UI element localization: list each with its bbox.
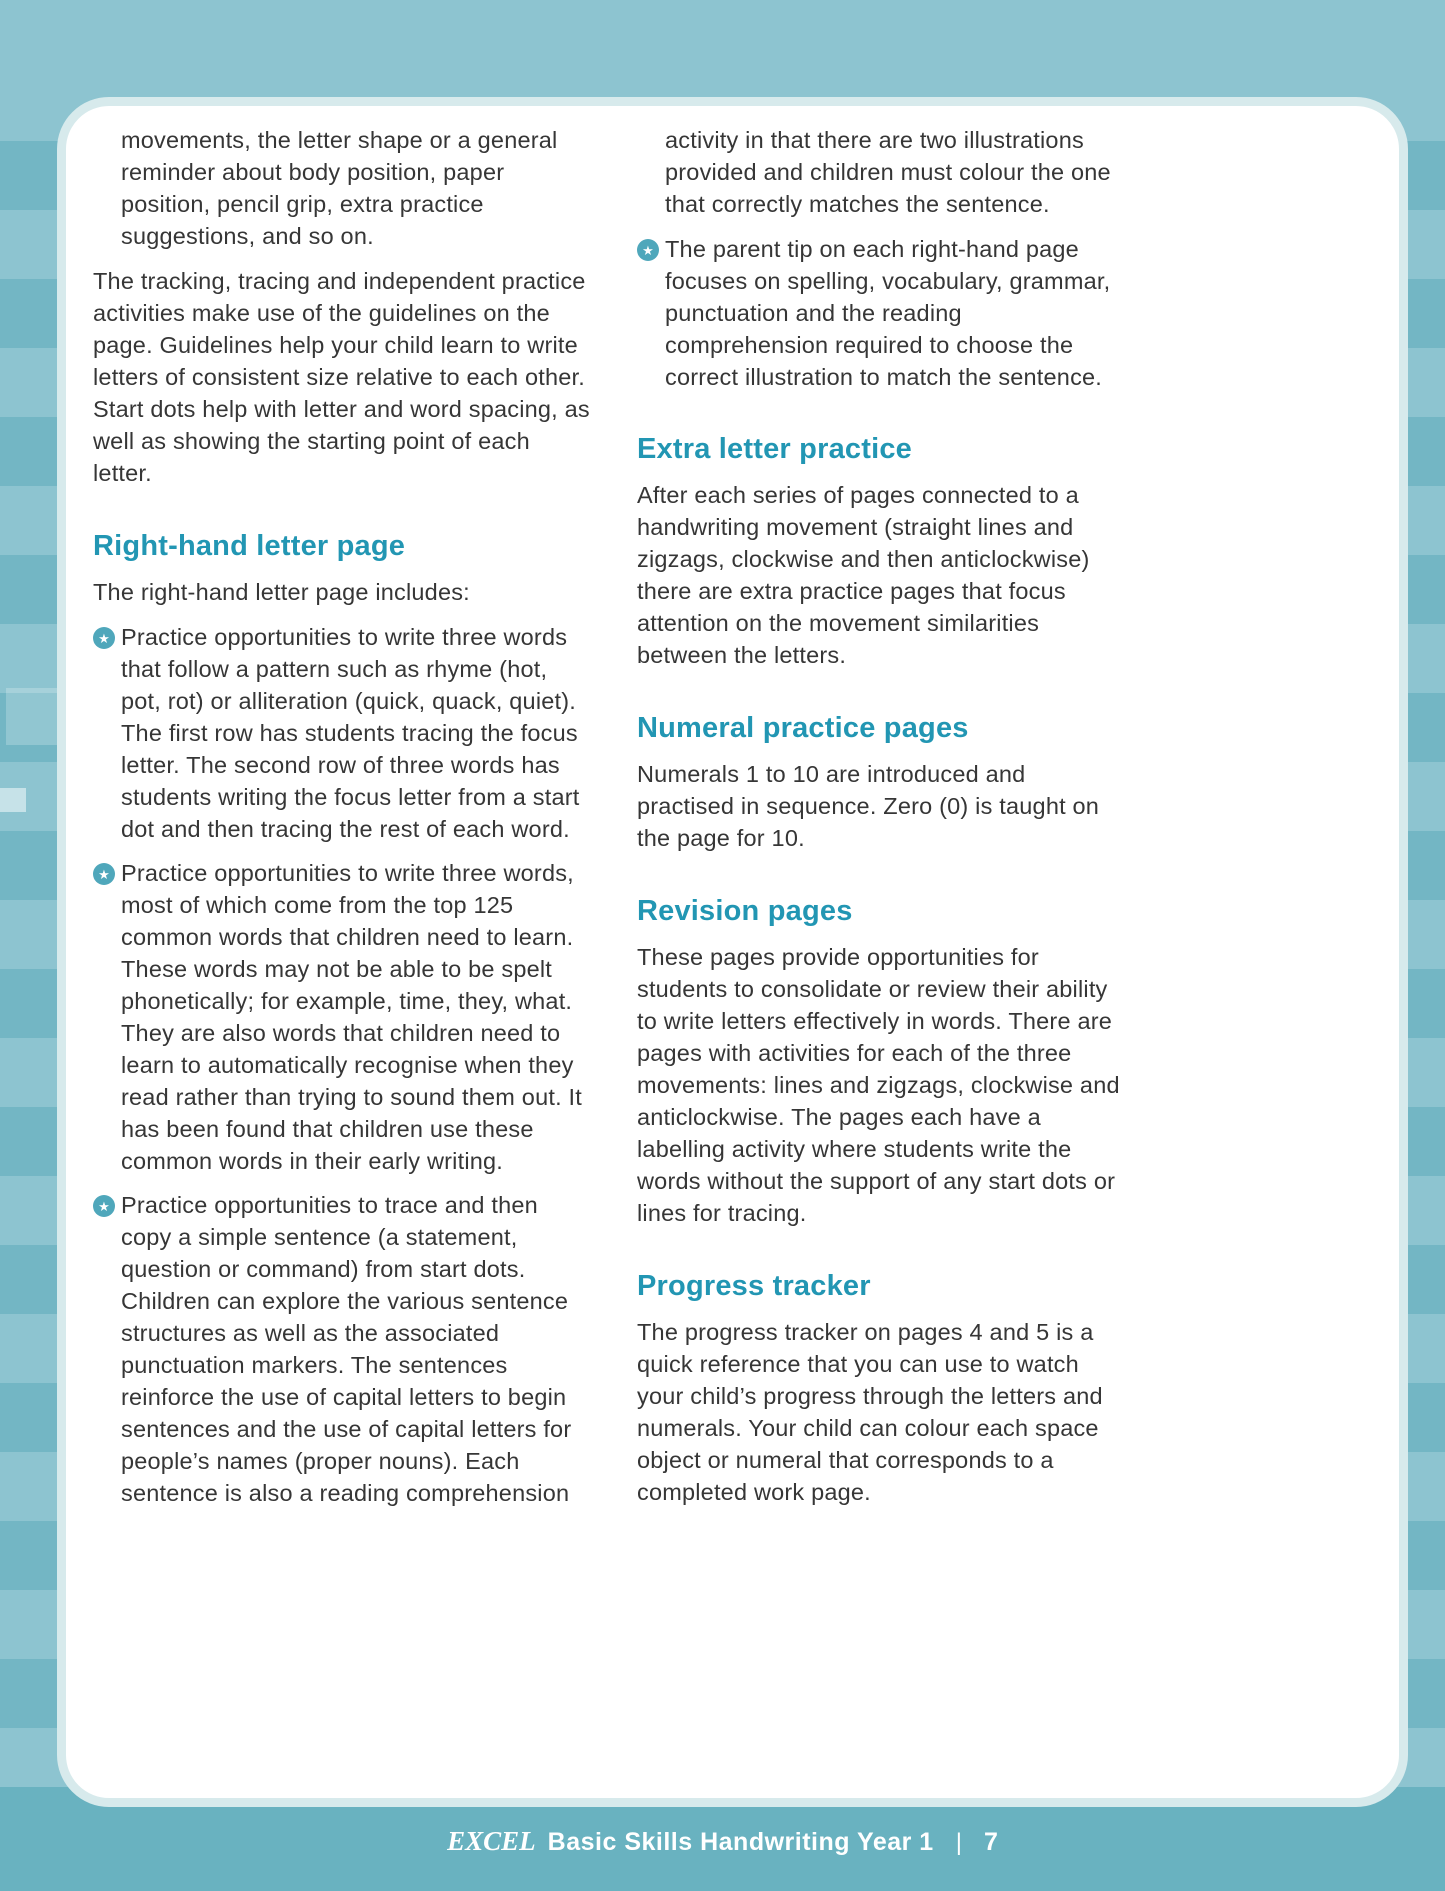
heading-progress-tracker: Progress tracker — [637, 1270, 871, 1302]
heading-numeral-practice-pages: Numeral practice pages — [637, 712, 969, 744]
bullet-text: Practice opportunities to write three words that follow a pattern such as rhyme (hot, pot, rot) or alliteration (quick, quack, quiet). The first row has students tracing the focus letter. The second row of three words has students writing the focus letter from a start dot and then tracing the rest of each word. — [121, 624, 580, 842]
bullet-item — [93, 621, 592, 845]
bullet-item — [637, 233, 1125, 393]
continuation-paragraph: activity in that there are two illustrations provided and children must colour the one that correctly matches the sentence. — [665, 127, 1111, 217]
right-column — [637, 124, 1125, 1521]
star-bullet-icon: ★ — [93, 863, 115, 885]
paragraph: After each series of pages connected to a handwriting movement (straight lines and zigzags, clockwise and then anticlockwise) there are extra practice pages that focus attention on the movement similarities between the letters. — [637, 482, 1090, 668]
paragraph: The tracking, tracing and independent practice activities make use of the guidelines on the page. Guidelines help your child learn to write letters of consistent size relative to each other. Start dots help with letter and word spacing, as well as showing the starting point of each letter. — [93, 268, 590, 486]
heading-revision-pages: Revision pages — [637, 895, 853, 927]
bullet-item — [93, 1189, 592, 1509]
brand-logo-excel: EXCEL — [447, 1826, 536, 1856]
left-column — [93, 124, 592, 1521]
paragraph: These pages provide opportunities for students to consolidate or review their ability to write letters effectively in words. There are pages with activities for each of the three movements: lines and zigzags, clockwise and anticlockwise. The pages each have a labelling activity where students write the words without the support of any start dots or lines for tracing. — [637, 944, 1120, 1226]
star-bullet-icon: ★ — [93, 627, 115, 649]
star-bullet-icon: ★ — [93, 1195, 115, 1217]
footer-text — [0, 1826, 1445, 1857]
star-bullet-icon: ★ — [637, 239, 659, 261]
bullet-item — [93, 857, 592, 1177]
paragraph: The progress tracker on pages 4 and 5 is a quick reference that you can use to watch your child’s progress through the letters and numerals. Your child can colour each space object or numeral that corresponds to a completed work page. — [637, 1319, 1103, 1505]
background-artifact — [6, 688, 57, 745]
heading-right-hand-letter-page: Right-hand letter page — [93, 530, 406, 562]
heading-extra-letter-practice: Extra letter practice — [637, 433, 912, 465]
page-number: 7 — [983, 1828, 998, 1856]
content-card — [57, 97, 1408, 1807]
bullet-text: The parent tip on each right-hand page focuses on spelling, vocabulary, grammar, punctuation and the reading comprehension required to choose the correct illustration to match the sentence. — [665, 236, 1111, 390]
paragraph: Numerals 1 to 10 are introduced and practised in sequence. Zero (0) is taught on the page for 10. — [637, 761, 1100, 851]
background-artifact — [0, 788, 26, 812]
footer-title: Basic Skills Handwriting Year 1 — [547, 1828, 934, 1856]
continuation-paragraph: movements, the letter shape or a general reminder about body position, paper position, pencil grip, extra practice suggestions, and so on. — [121, 127, 558, 249]
bullet-text: Practice opportunities to write three words, most of which come from the top 125 common words that children need to learn. These words may not be able to be spelt phonetically; for example, time, they, what. They are also words that children need to learn to automatically recognise when they read rather than trying to sound them out. It has been found that children use these common words in their early writing. — [121, 860, 582, 1174]
bullet-text: Practice opportunities to trace and then copy a simple sentence (a statement, question or command) from start dots. Children can explore the various sentence structures as well as the associated punctuation markers. The sentences reinforce the use of capital letters to begin sentences and the use of capital letters for people’s names (proper nouns). Each sentence is also a reading comprehension — [121, 1192, 572, 1506]
paragraph: The right-hand letter page includes: — [93, 579, 470, 605]
footer-separator: | — [955, 1829, 962, 1856]
